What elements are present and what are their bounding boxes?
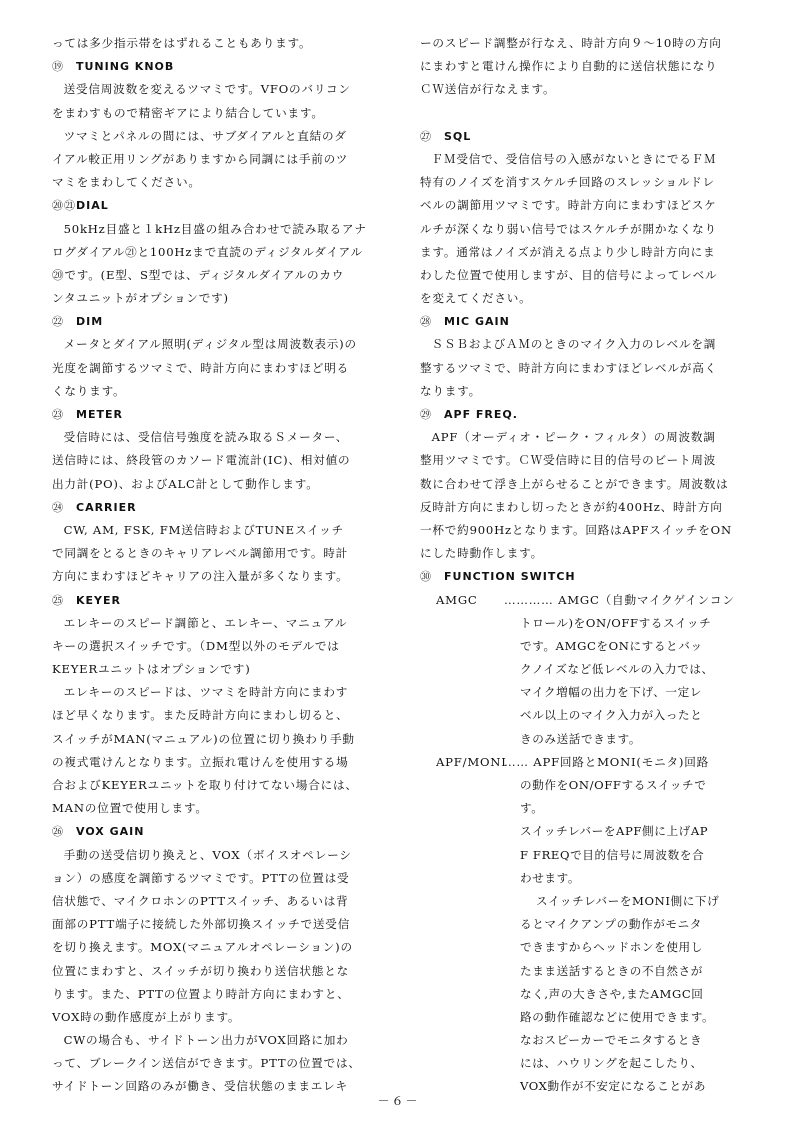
text-line: ンタユニットがオプションです): [52, 291, 229, 306]
text-line: エレキーのスピードは、ツマミを時計方向にまわす: [63, 685, 349, 700]
text-line: ョン）の感度を調節するツマミです。PTTの位置は受: [52, 870, 350, 885]
text-line: ります。また、PTTの位置より時計方向にまわすと、: [52, 986, 350, 1001]
section-title: VOX GAIN: [76, 825, 145, 839]
text-line: わした位置で使用しますが、目的信号によってレベル: [420, 267, 718, 282]
text-line: トロール)をON/OFFするスイッチ: [520, 615, 712, 630]
section-heading: [52, 310, 364, 333]
section-number: ㉔: [52, 500, 64, 514]
text-line: にした時動作します。: [420, 546, 544, 561]
section-title: CARRIER: [76, 500, 137, 514]
text-line: ーのスピード調整が行なえ、時計方向９～10時の方向: [420, 36, 722, 50]
text-line: 整用ツマミです。ＣＷ受信時に目的信号のビート周波: [420, 453, 717, 468]
text-line: す。: [520, 801, 544, 816]
section-heading: [420, 310, 710, 333]
section-number: ⑳㉑: [52, 199, 76, 213]
leader-dots: ……: [504, 754, 529, 769]
text-line: なく,声の大きさや,またAMGC回: [520, 986, 704, 1001]
text-line: エレキーのスピード調節と、エレキー、マニュアル: [63, 615, 348, 630]
text-line: 位置にまわすと、スイッチが切り換わり送信状態とな: [52, 963, 349, 978]
text-line: 送信時には、終段管のカソード電流計(IC)、相対値の: [52, 453, 351, 468]
text-line: VOX時の動作感度が上がります。: [52, 1009, 241, 1024]
text-line: APF回路とMONI(モニタ)回路: [533, 754, 710, 769]
text-line: マミをまわしてください。: [52, 175, 201, 190]
switch-term: AMGC: [436, 592, 478, 607]
section-title: DIAL: [76, 199, 109, 213]
text-line: ます。通常はノイズが消える点より少し時計方向にま: [420, 244, 716, 259]
text-line: の動作をON/OFFするスイッチで: [520, 778, 707, 792]
text-line: できますからヘッドホンを使用し: [520, 940, 703, 955]
text-line: ⑳です。(E型、S型では、ディジタルダイアルのカウ: [52, 267, 345, 282]
text-line: メータとダイアル照明(ディジタル型は周波数表示)の: [63, 337, 357, 352]
section-title: SQL: [444, 129, 472, 143]
section-heading: [52, 194, 364, 217]
text-line: って、ブレークイン送信ができます。PTTの位置では、: [52, 1056, 361, 1071]
section-number: ㉗: [420, 129, 432, 143]
spacer: [420, 102, 710, 125]
text-line: です。AMGCをONにするとバッ: [520, 638, 703, 653]
left-column: [52, 32, 367, 1099]
text-line: 合およびKEYERユニットを取り付けてない場合には、: [52, 778, 358, 792]
text-line: KEYERユニットはオプションです): [52, 662, 251, 677]
text-line: にまわすと電けん操作により自動的に送信状態になり: [420, 59, 718, 74]
text-line: 一杯で約900Hzとなります。回路はAPFスイッチをON: [420, 522, 732, 537]
section-title: METER: [76, 408, 123, 421]
text-line: を変えてください。: [420, 291, 532, 306]
section-heading: [52, 820, 364, 843]
text-line: なります。: [420, 383, 482, 398]
text-line: っては多少指示帯をはずれることもあります。: [52, 36, 312, 50]
section-heading: [52, 496, 364, 519]
text-line: 送受信周波数を変えるツマミです。VFOのバリコン: [63, 82, 351, 97]
section-number: ㉚: [420, 570, 432, 584]
switch-item: [420, 589, 735, 612]
text-line: 出力計(PO)、およびALC計として動作します。: [52, 476, 319, 491]
text-line: ＣＷ送信が行なえます。: [420, 82, 556, 97]
section-heading: [52, 403, 364, 426]
section-heading: [420, 565, 710, 588]
text-line: 方向にまわすほどキャリアの注入量が多くなります。: [52, 569, 349, 584]
switch-item: [420, 751, 710, 774]
text-line: CW, AM, FSK, FM送信時およびTUNEスイッチ: [63, 522, 345, 537]
text-line: るとマイクアンプの動作がモニタ: [520, 917, 702, 932]
section-title: APF FREQ.: [444, 408, 518, 421]
text-line: ツマミとパネルの間には、サブダイアルと直結のダ: [63, 128, 347, 143]
text-line: 反時計方向にまわし切ったときが約400Hz、時計方向: [420, 499, 723, 514]
text-line: 信状態で、マイクロホンのPTTスイッチ、あるいは背: [52, 893, 349, 908]
text-line: VOX動作が不安定になることがあ: [520, 1079, 707, 1094]
text-line: たまま送話するときの不自然さが: [520, 963, 703, 978]
text-line: で同調をとるときのキャリアレベル調節用です。時計: [52, 546, 349, 561]
section-title: TUNING KNOB: [76, 60, 175, 74]
text-line: キーの選択スイッチです。（DM型以外のモデルでは: [52, 638, 340, 653]
text-line: ベル以上のマイク入力が入ったと: [520, 708, 703, 723]
switch-term: APF/MONI: [436, 754, 507, 769]
section-title: FUNCTION SWITCH: [444, 570, 576, 584]
text-line: には、ハウリングを起こしたり、: [520, 1056, 703, 1071]
text-line: スイッチレバーをAPF側に上げAP: [520, 824, 709, 839]
text-line: スイッチがMAN(マニュアル)の位置に切り換わり手動: [52, 731, 355, 746]
text-line: 面部のPTT端子に接続した外部切換スイッチで送受信: [52, 917, 351, 932]
section-heading: [420, 125, 710, 148]
text-line: APF（オーディオ・ピーク・フィルタ）の周波数調: [431, 430, 716, 445]
text-line: 特有のノイズを消すスケルチ回路のスレッショルドレ: [420, 175, 715, 190]
text-line: を切り換えます。MOX(マニュアルオペレーション)の: [52, 940, 353, 955]
text-line: 数に合わせて浮き上がらせることができます。周波数は: [420, 476, 729, 491]
section-number: ㉕: [52, 593, 64, 607]
switch-description: [504, 751, 709, 774]
section-number: ⑲: [52, 60, 64, 74]
text-line: きのみ送話できます。: [520, 731, 642, 746]
text-line: 50kHz目盛と１kHz目盛の組み合わせで読み取るアナ: [63, 221, 367, 236]
section-number: ㉘: [420, 315, 432, 329]
text-line: 光度を調節するツマミで、時計方向にまわすほど明る: [52, 360, 349, 375]
text-line: ほど早くなります。また反時計方向にまわし切ると、: [52, 708, 349, 723]
page-number: －６－: [377, 1094, 420, 1108]
text-line: の複式電けんとなります。立振れ電けんを使用する場: [52, 754, 349, 769]
text-line: くなります。: [52, 383, 126, 398]
section-heading: [420, 403, 710, 426]
text-line: 整するツマミで、時計方向にまわすほどレベルが高く: [420, 360, 717, 375]
text-line: わせます。: [520, 870, 581, 885]
text-line: ベルの調節用ツマミです。時計方向にまわすほどスケ: [420, 198, 717, 213]
text-line: 路の動作確認などに使用できます。: [520, 1009, 715, 1024]
section-number: ㉒: [52, 315, 64, 329]
text-line: ルチが深くなり弱い信号ではスケルチが開かなくなり: [420, 221, 717, 236]
text-line: F FREQで目的信号に周波数を合: [520, 847, 705, 862]
text-line: CWの場合も、サイドトーン出力がVOX回路に加わ: [63, 1033, 349, 1048]
section-title: KEYER: [76, 593, 121, 607]
text-line: ログダイアル㉑と100Hzまで直読のディジタルダイアル: [52, 244, 363, 259]
text-line: をまわすもので精密ギアにより結合しています。: [52, 105, 324, 120]
section-number: ㉖: [52, 825, 64, 839]
section-number: ㉙: [420, 408, 432, 421]
text-line: AMGC（自動マイクゲインコン: [558, 592, 735, 607]
text-line: イアル較正用リングがありますから同調には手前のツ: [52, 151, 349, 166]
text-line: マイク増幅の出力を下げ、一定レ: [520, 685, 702, 700]
text-line: 受信時には、受信信号強度を読み取るＳメーター、: [63, 430, 349, 445]
section-heading: [52, 55, 364, 78]
text-line: サイドトーン回路のみが働き、受信状態のままエレキ: [52, 1079, 348, 1094]
switch-description: [504, 589, 735, 612]
text-line: ＳＳＢおよびＡＭのときのマイク入力のレベルを調: [431, 337, 717, 352]
section-title: DIM: [76, 315, 104, 329]
text-line: スイッチレバーをMONI側に下げ: [536, 893, 720, 908]
section-heading: [52, 589, 364, 612]
text-line: なおスピーカーでモニタするとき: [520, 1033, 703, 1048]
text-line: 手動の送受信切り換えと、VOX（ボイスオペレーシ: [63, 847, 352, 862]
text-line: MANの位置で使用します。: [52, 801, 208, 816]
section-number: ㉓: [52, 408, 64, 421]
text-line: ＦＭ受信で、受信信号の入感がないときにでるＦＭ: [431, 151, 717, 166]
section-title: MIC GAIN: [444, 315, 510, 329]
right-column: [420, 32, 735, 1099]
leader-dots: …………: [504, 592, 554, 607]
text-line: クノイズなど低レベルの入力では、: [520, 662, 714, 677]
